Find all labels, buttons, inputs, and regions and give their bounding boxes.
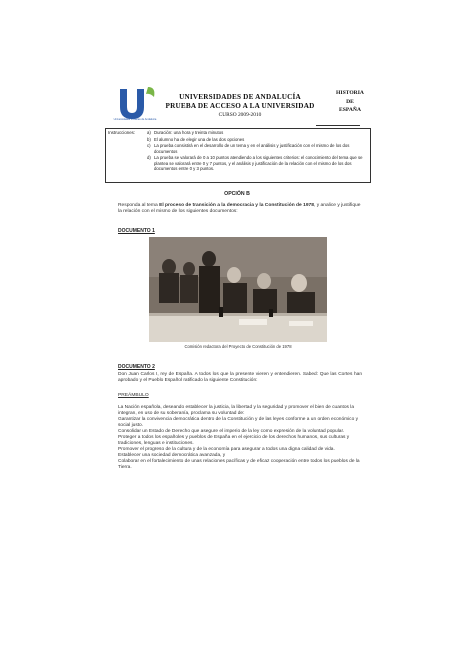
instruction-text: Duración: una hora y treinta minutos [154, 130, 224, 135]
preamble-paragraph: Consolidar un Estado de Derecho que asegure el imperio de la ley como expresión de la voluntad popular. [118, 429, 345, 435]
intro-topic: El proceso de transición a la democracia y la Constitución de 1978 [159, 203, 314, 208]
document-2-intro: Don Juan Carlos I, rey de España. A todos los que la presente vieren y entendieren. Sabed: Que las Cortes han aprobado y el Pueblo Español ratificado la siguiente Constitución: [118, 372, 362, 384]
subject-line-1: HISTORIA [336, 90, 364, 96]
instruction-letter: b) [147, 136, 151, 142]
preamble-paragraph: La Nación española, deseando establecer la justicia, la libertad y la seguridad y promover el bien de cuantos la integran, en uso de su soberanía, proclama su voluntad de: [118, 405, 354, 417]
instructions-label: Instrucciones: [108, 130, 136, 135]
instruction-letter: d) [147, 155, 151, 161]
instruction-text: La prueba consistirá en el desarrollo de un tema y en el análisis y justificación con el mismo de los dos documentos [154, 143, 350, 154]
exam-header [160, 93, 320, 120]
intro-end: , y analice y justifique la relación con el mismo de los siguientes documentos: [118, 203, 361, 215]
instruction-letter: c) [147, 143, 151, 149]
option-title: OPCIÓN B [224, 191, 250, 197]
subject-underline [316, 125, 360, 126]
subject-line-3: ESPAÑA [339, 107, 361, 113]
instruction-item [147, 137, 369, 142]
instructions-list [147, 130, 369, 173]
preamble-paragraph: Promover el progreso de la cultura y de la economía para asegurar a todos una digna calidad de vida. [118, 447, 335, 453]
intro-start: Responda al tema [118, 203, 160, 208]
instruction-item [147, 143, 369, 154]
header-title-2: PRUEBA DE ACCESO A LA UNIVERSIDAD [165, 102, 315, 110]
subject-box [328, 89, 372, 115]
preamble-text [118, 405, 362, 472]
photo-image [149, 237, 327, 342]
preamble-paragraph: Colaborar en el fortalecimiento de unas relaciones pacíficas y de eficaz cooperación entre todos los pueblos de la Tierra. [118, 459, 360, 471]
document-1-title: DOCUMENTO 1 [118, 228, 155, 234]
course-label: CURSO 2009-2010 [218, 112, 262, 118]
preamble-paragraph: Garantizar la convivencia democrática dentro de la Constitución y de las leyes conforme a un orden económico y social justo. [118, 417, 358, 429]
preamble-paragraph: Proteger a todos los españoles y pueblos de España en el ejercicio de los derechos humanos, sus culturas y tradiciones, lenguas e instituciones. [118, 435, 350, 447]
preamble-paragraph: Establecer una sociedad democrática avanzada, y [118, 453, 226, 459]
instruction-text: La prueba se valorará de 0 a 10 puntos atendiendo a los siguientes criterios: el conocimiento del tema que se plantea se valorará entre 0 y 7 puntos, y el análisis y justificación de la relación con el mismo de los dos documentos entre 0 y 3 puntos. [154, 155, 363, 171]
option-intro [118, 203, 362, 215]
document-1-photo [149, 237, 327, 342]
subject-line-2: DE [346, 98, 354, 105]
instruction-item [147, 155, 369, 171]
header-title-1: UNIVERSIDADES DE ANDALUCÍA [179, 93, 301, 101]
instruction-letter: a) [147, 130, 151, 135]
preamble-label: PREÁMBULO [118, 393, 149, 398]
document-2-title: DOCUMENTO 2 [118, 364, 155, 370]
instruction-text: El alumno ha de elegir una de las dos opciones [154, 136, 245, 142]
instruction-item [147, 130, 369, 135]
photo-caption: Comisión redactora del Proyecto de Constitución de 1978 [184, 344, 292, 349]
logo-caption: Universidades Públicas de Andalucía [113, 118, 157, 121]
